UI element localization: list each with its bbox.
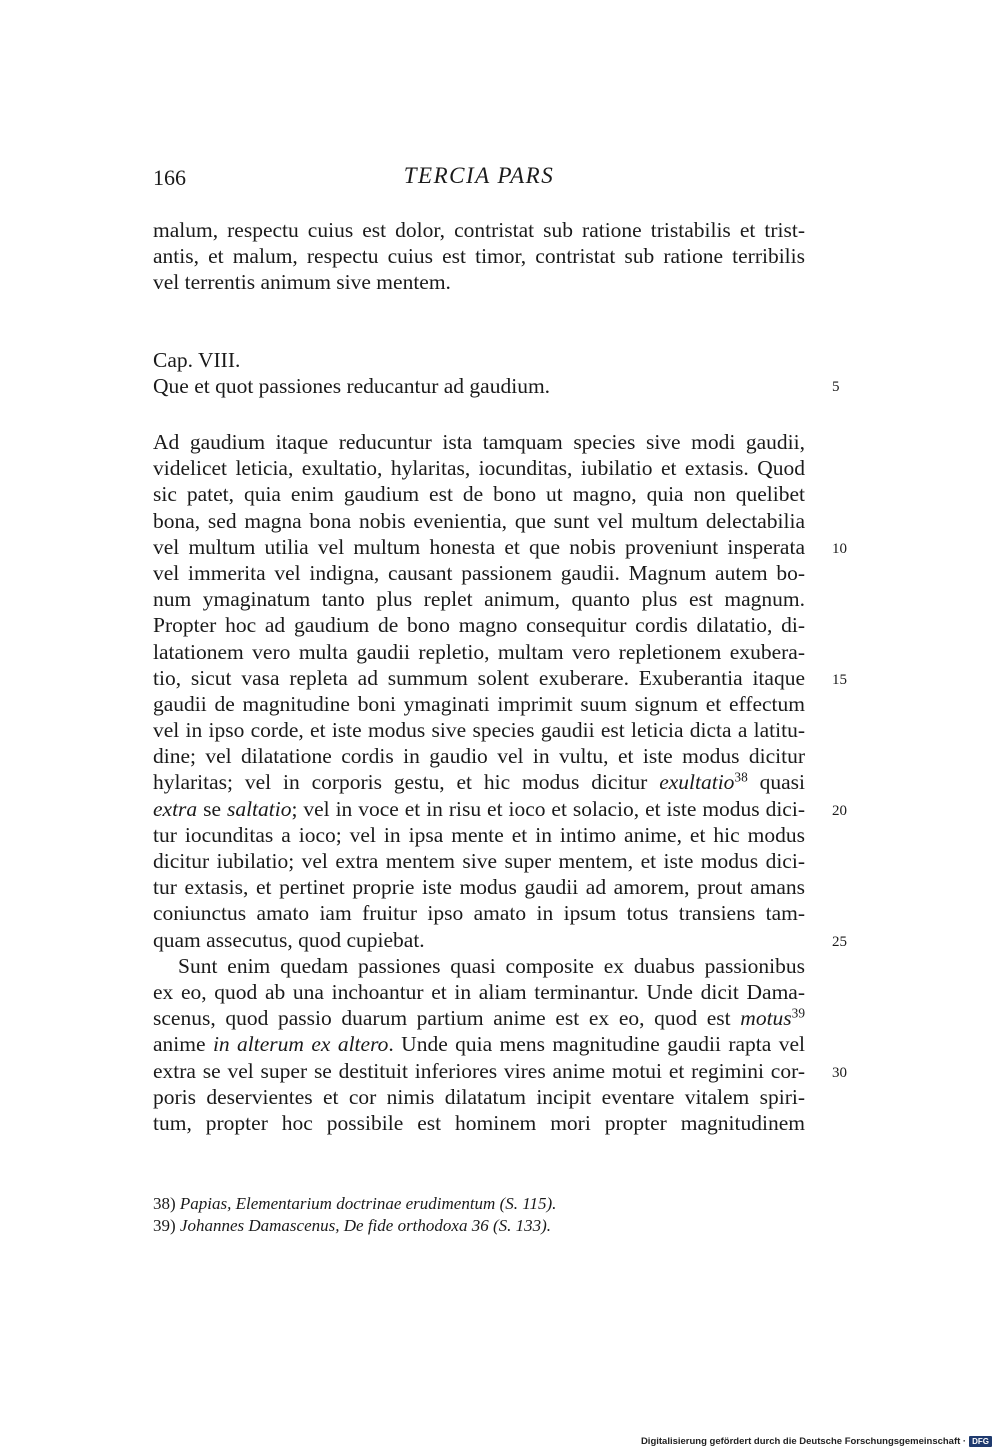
- text-segment: ; vel in voce et in risu et ioco et solacio, et iste modus dici-: [291, 796, 805, 821]
- text-line: [153, 796, 805, 822]
- italic-term: exultatio: [659, 770, 735, 795]
- credit-text: Digitalisierung gefördert durch die Deutsche Forschungsgemeinschaft ·: [640, 1436, 967, 1447]
- text-line: Sunt enim quedam passiones quasi composite ex duabus passionibus: [178, 953, 805, 978]
- text-line: tio, sicut vasa repleta ad summum solent exuberare. Exuberantia itaque: [153, 665, 805, 690]
- text-line: vel immerita vel indigna, causant passionem gaudii. Magnum autem bo-: [153, 560, 805, 585]
- text-line: [153, 1005, 805, 1031]
- text-line: tur iocunditas a ioco; vel in ipsa mente et in intimo anime, et hic modus: [153, 822, 805, 847]
- footnote-ref: 38: [734, 770, 748, 786]
- text-line: Ad gaudium itaque reducuntur ista tamquam species sive modi gaudii,: [153, 430, 805, 454]
- margin-line-number: 5: [832, 379, 840, 395]
- footnote-number: 39): [153, 1216, 176, 1235]
- footnote-text: Papias, Elementarium doctrinae erudimentum (S. 115).: [179, 1194, 557, 1213]
- main-text: [153, 429, 805, 1136]
- text-line: [153, 1031, 805, 1057]
- text-line: dicitur iubilatio; vel extra mentem sive super mentem, et iste modus dici-: [153, 849, 805, 873]
- text-line: Propter hoc ad gaudium de bono magno consequitur cordis dilatatio, di-: [153, 613, 805, 638]
- chapter-heading: [153, 347, 805, 399]
- footnote: [153, 1215, 556, 1237]
- footnote: [153, 1193, 556, 1215]
- text-segment: scenus, quod passio duarum partium anime est ex eo, quod est: [153, 1006, 741, 1031]
- text-segment: . Unde quia mens magnitudine gaudii rapta vel: [388, 1032, 805, 1057]
- text-line: vel terrentis animum sive mentem.: [153, 270, 451, 295]
- footnotes: [153, 1193, 556, 1237]
- digitization-credit: [641, 1436, 992, 1447]
- text-line: [153, 769, 805, 795]
- text-line: quam assecutus, quod cupiebat.: [153, 927, 425, 952]
- text-line: vel multum utilia vel multum honesta et que nobis proveniunt insperata: [153, 534, 805, 559]
- text-line: latationem vero multa gaudii repletio, multam vero repletionem exubera-: [153, 639, 805, 664]
- text-line: antis, et malum, respectu cuius est timor, contristat sub ratione terribilis: [153, 244, 805, 269]
- italic-term: extra: [153, 796, 198, 821]
- margin-line-number: 20: [832, 803, 847, 819]
- footnote-number: 38): [153, 1194, 176, 1213]
- text-segment: anime: [153, 1032, 213, 1057]
- continued-paragraph: [153, 217, 805, 296]
- dfg-logo-icon: DFG: [969, 1436, 992, 1447]
- text-line: extra se vel super se destituit inferiores vires anime motui et regimini cor-: [153, 1058, 805, 1083]
- text-line: ex eo, quod ab una inchoantur et in aliam terminantur. Unde dicit Dama-: [153, 979, 805, 1004]
- text-line: sic patet, quia enim gaudium est de bono ut magno, quia non quelibet: [153, 482, 805, 507]
- text-segment: quasi: [747, 770, 805, 795]
- running-title: TERCIA PARS: [403, 163, 555, 188]
- text-segment: se: [197, 796, 227, 821]
- text-line: dine; vel dilatatione cordis in gaudio vel in vultu, et iste modus dicitur: [153, 744, 805, 769]
- footnote-text: Johannes Damascenus, De fide orthodoxa 36 (S. 133).: [179, 1216, 552, 1235]
- margin-line-number: 30: [832, 1065, 847, 1081]
- text-line: gaudii de magnitudine boni ymaginati imprimit suum signum et effectum: [153, 691, 805, 716]
- text-line: poris deservientes et cor nimis dilatatum incipit eventare vitalem spiri-: [153, 1084, 805, 1109]
- text-line: num ymaginatum tanto plus replet animum, quanto plus est magnum.: [153, 587, 805, 612]
- chapter-number: Cap. VIII.: [153, 348, 241, 372]
- chapter-title: Que et quot passiones reducantur ad gaudium.: [153, 374, 551, 399]
- text-line: tur extasis, et pertinet proprie iste modus gaudii ad amorem, prout amans: [153, 875, 805, 900]
- margin-line-number: 10: [832, 541, 847, 557]
- margin-line-number: 25: [832, 934, 847, 950]
- footnote-ref: 39: [791, 1005, 805, 1021]
- text-line: malum, respectu cuius est dolor, contristat sub ratione tristabilis et trist-: [153, 218, 805, 242]
- text-line: bona, sed magna bona nobis evenientia, que sunt vel multum delectabilia: [153, 508, 805, 533]
- text-line: tum, propter hoc possibile est hominem mori propter magnitudinem: [153, 1110, 805, 1135]
- italic-term: motus: [740, 1006, 792, 1031]
- margin-line-number: 15: [832, 672, 847, 688]
- text-line: coniunctus amato iam fruitur ipso amato in ipsum totus transiens tam-: [153, 901, 805, 926]
- text-line: vel in ipso corde, et iste modus sive species gaudii est leticia dicta a latitu-: [153, 718, 805, 743]
- italic-term: in alterum ex altero: [212, 1032, 389, 1057]
- italic-term: saltatio: [226, 796, 292, 821]
- page-number: 166: [153, 165, 186, 190]
- text-line: videlicet leticia, exultatio, hylaritas, iocunditas, iubilatio et extasis. Quod: [153, 456, 805, 481]
- text-segment: hylaritas; vel in corporis gestu, et hic modus dicitur: [153, 770, 660, 795]
